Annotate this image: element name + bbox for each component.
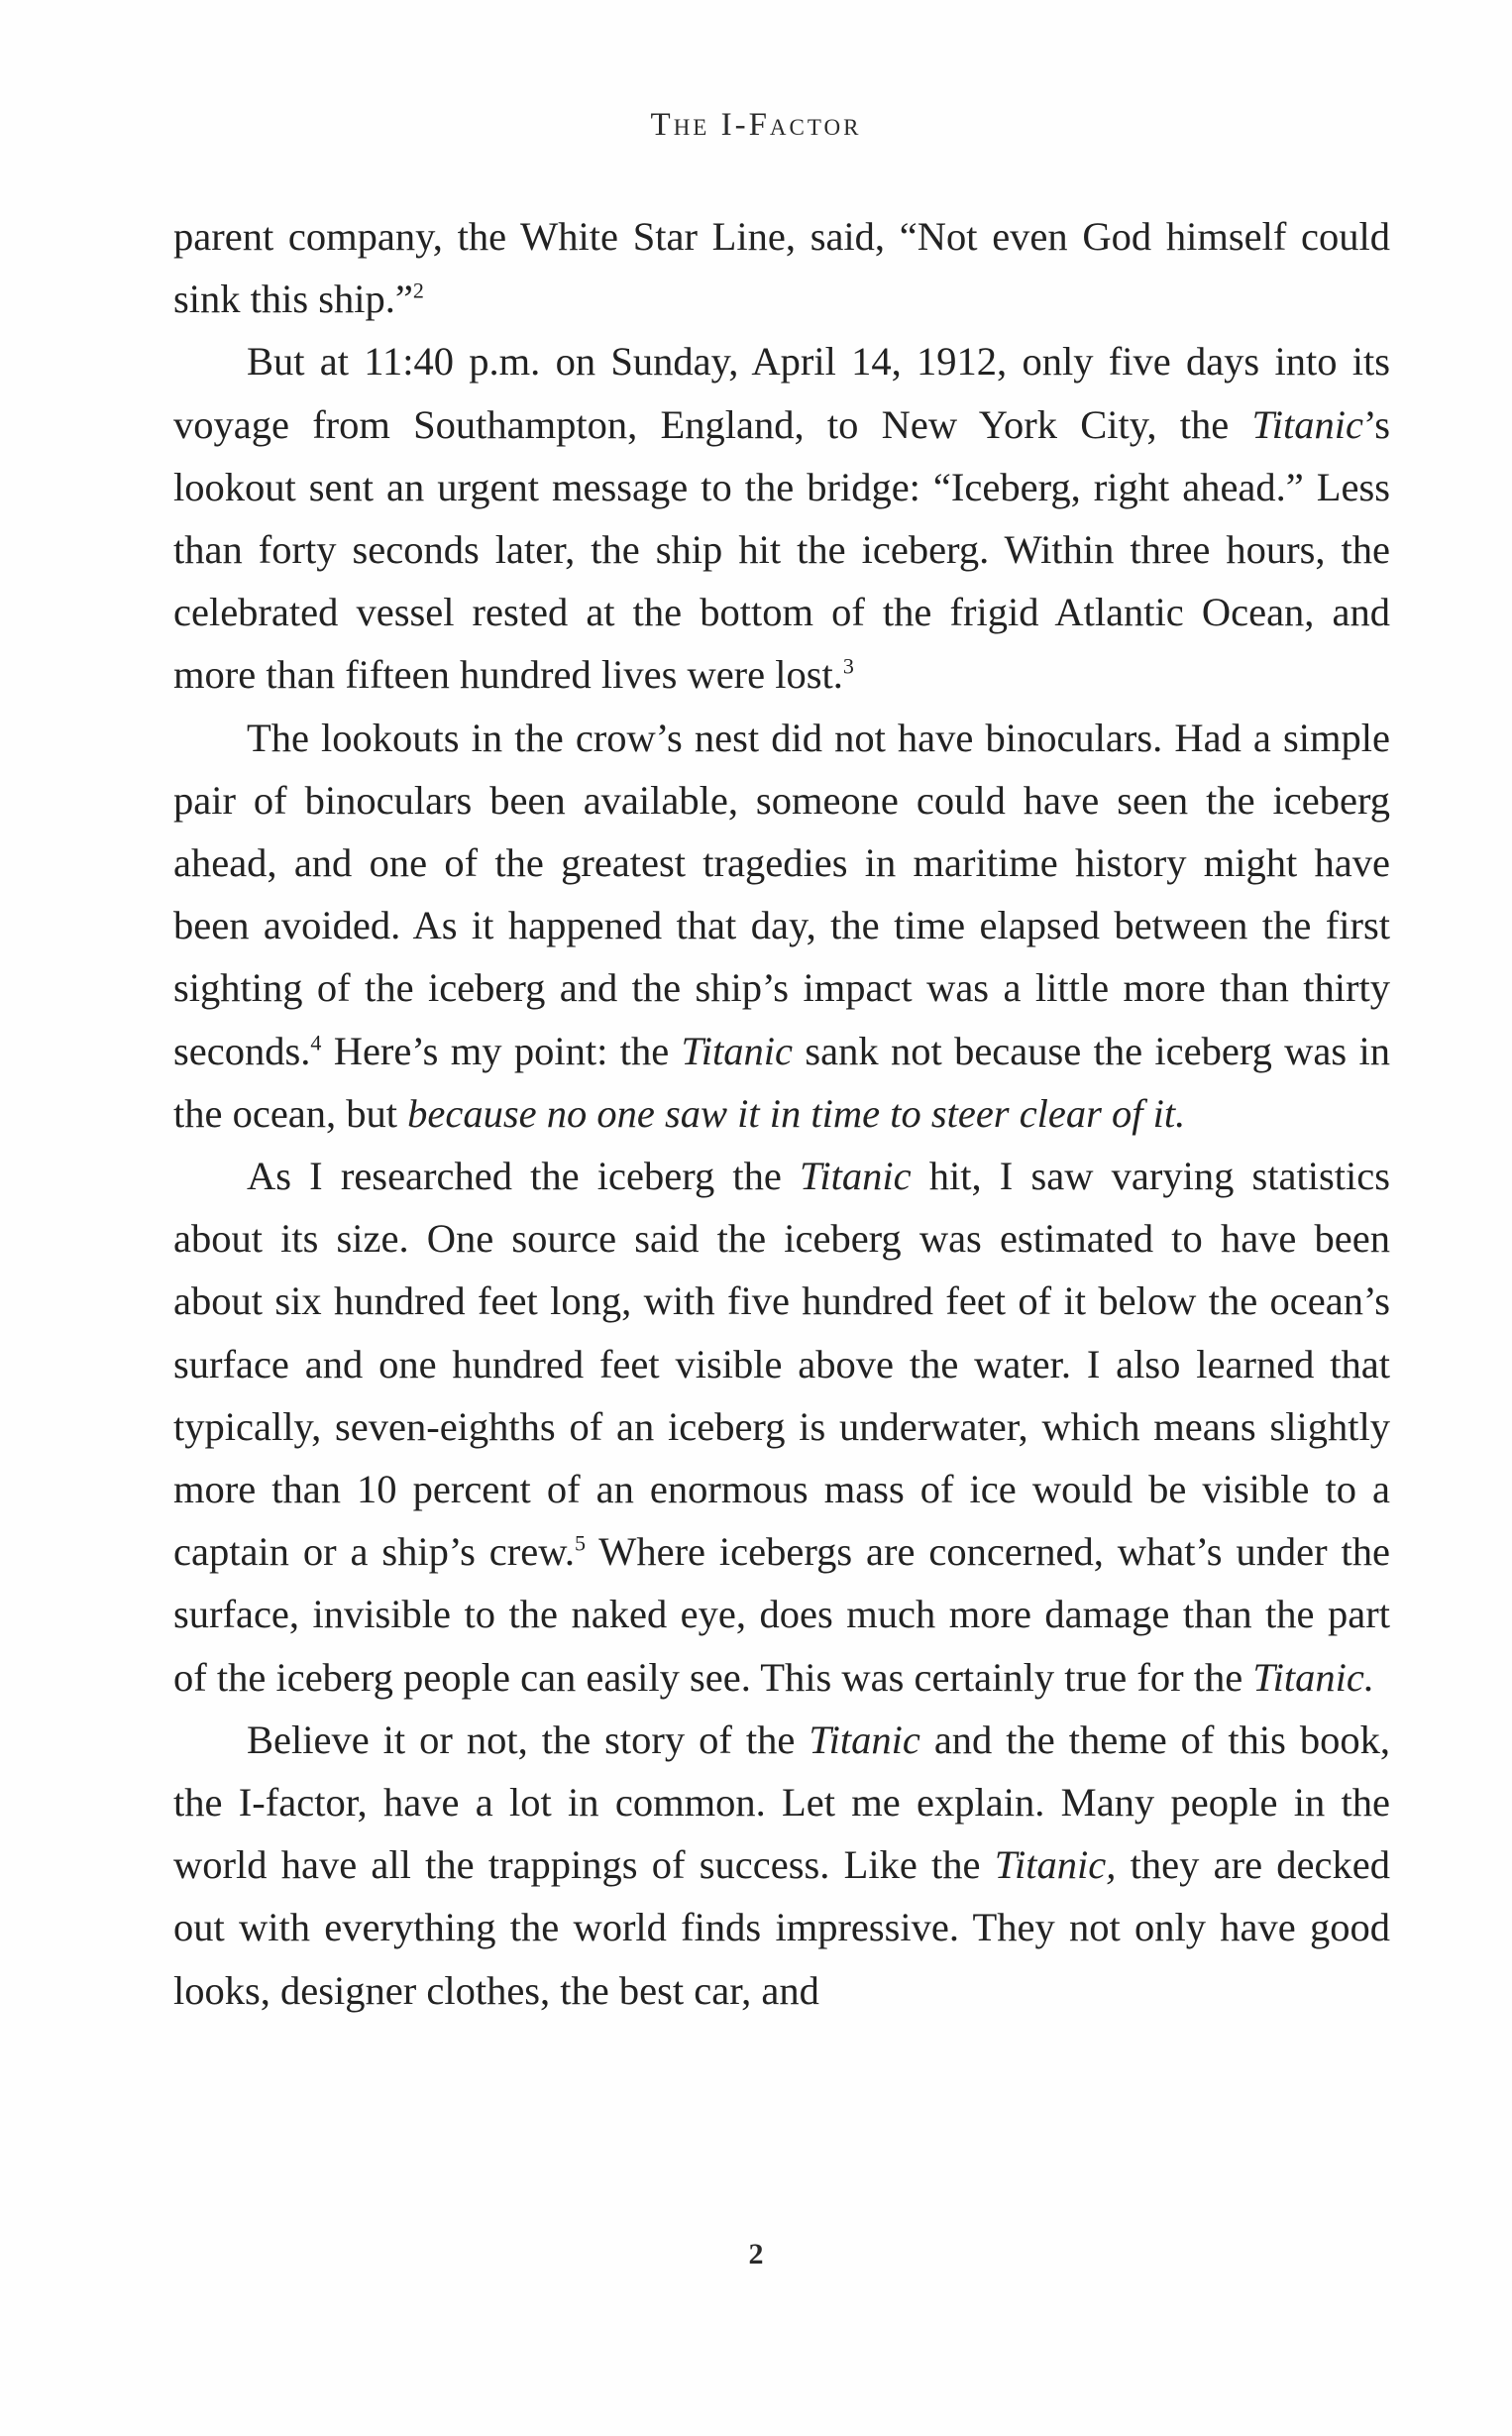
text-run: But at 11:40 p.m. on Sunday, April 14, 1912, only five days into its voyage from Southampton, England, to New York City, the — [173, 339, 1390, 447]
text-run: sank not because the iceberg was in the ocean, but — [173, 1028, 1390, 1136]
italic-text: Titanic — [809, 1716, 920, 1762]
text-run: As I researched the iceberg the — [247, 1154, 801, 1199]
page-number: 2 — [748, 2238, 764, 2270]
text-run: ’s lookout sent an urgent message to the bridge: “Iceberg, right ahead.” Less than forty seconds later, the ship hit the iceberg. Within three hours, the celebrated vessel rested at the bottom of the frigid Atlantic Ocean, and more than fifteen hundred lives were lost. — [173, 401, 1390, 698]
footnote-marker: 5 — [574, 1530, 586, 1556]
footnote-marker: 3 — [842, 653, 854, 679]
text-run: hit, I saw varying statistics about its size. One source said the iceberg was estimated to have been about six hundred feet long, with five hundred feet of it below the ocean’s surface and one hundred feet visible above the water. I also learned that typically, seven-eighths of an iceberg is underwater, which means slightly more than 10 percent of an enormous mass of ice would be visible to a captain or a ship’s crew. — [173, 1154, 1390, 1575]
text-run: The lookouts in the crow’s nest did not have binoculars. Had a simple pair of binoculars been available, someone could have seen the iceberg ahead, and one of the greatest tragedies in maritime history might have been avoided. As it happened that day, the time elapsed between the first sighting of the iceberg and the ship’s impact was a little more than thirty seconds. — [173, 715, 1390, 1073]
paragraph — [173, 1709, 1390, 2022]
paragraph — [173, 707, 1390, 1145]
text-run: and the theme of this book, the I-factor, have a lot in common. Let me explain. Many people in the world have all the trappings of success. Like the — [173, 1716, 1390, 1888]
text-run: Believe it or not, the story of the — [247, 1716, 810, 1762]
body-text — [173, 205, 1390, 2022]
italic-text: Titanic — [681, 1028, 794, 1073]
footnote-marker: 2 — [412, 277, 424, 303]
running-head: The I-Factor — [650, 107, 862, 143]
text-run: they are decked out with everything the world finds impressive. They not only have good looks, designer clothes, the best car, and — [173, 1842, 1390, 2013]
text-run: Where icebergs are concerned, what’s under the surface, invisible to the naked eye, does much more damage than the part of the iceberg people can easily see. This was certainly true for the — [173, 1529, 1390, 1700]
text-run: Here’s my point: the — [321, 1028, 682, 1073]
footnote-marker: 4 — [310, 1030, 322, 1055]
italic-text: Titanic. — [1252, 1654, 1374, 1700]
italic-text: because no one saw it in time to steer clear of it. — [407, 1090, 1186, 1136]
paragraph — [173, 330, 1390, 706]
paragraph — [173, 205, 1390, 330]
italic-text: Titanic — [800, 1154, 912, 1199]
paragraph — [173, 1145, 1390, 1709]
italic-text: Titanic, — [994, 1842, 1117, 1888]
text-run: parent company, the White Star Line, said, “Not even God himself could sink this ship.” — [173, 214, 1390, 322]
italic-text: Titanic — [1251, 401, 1363, 447]
